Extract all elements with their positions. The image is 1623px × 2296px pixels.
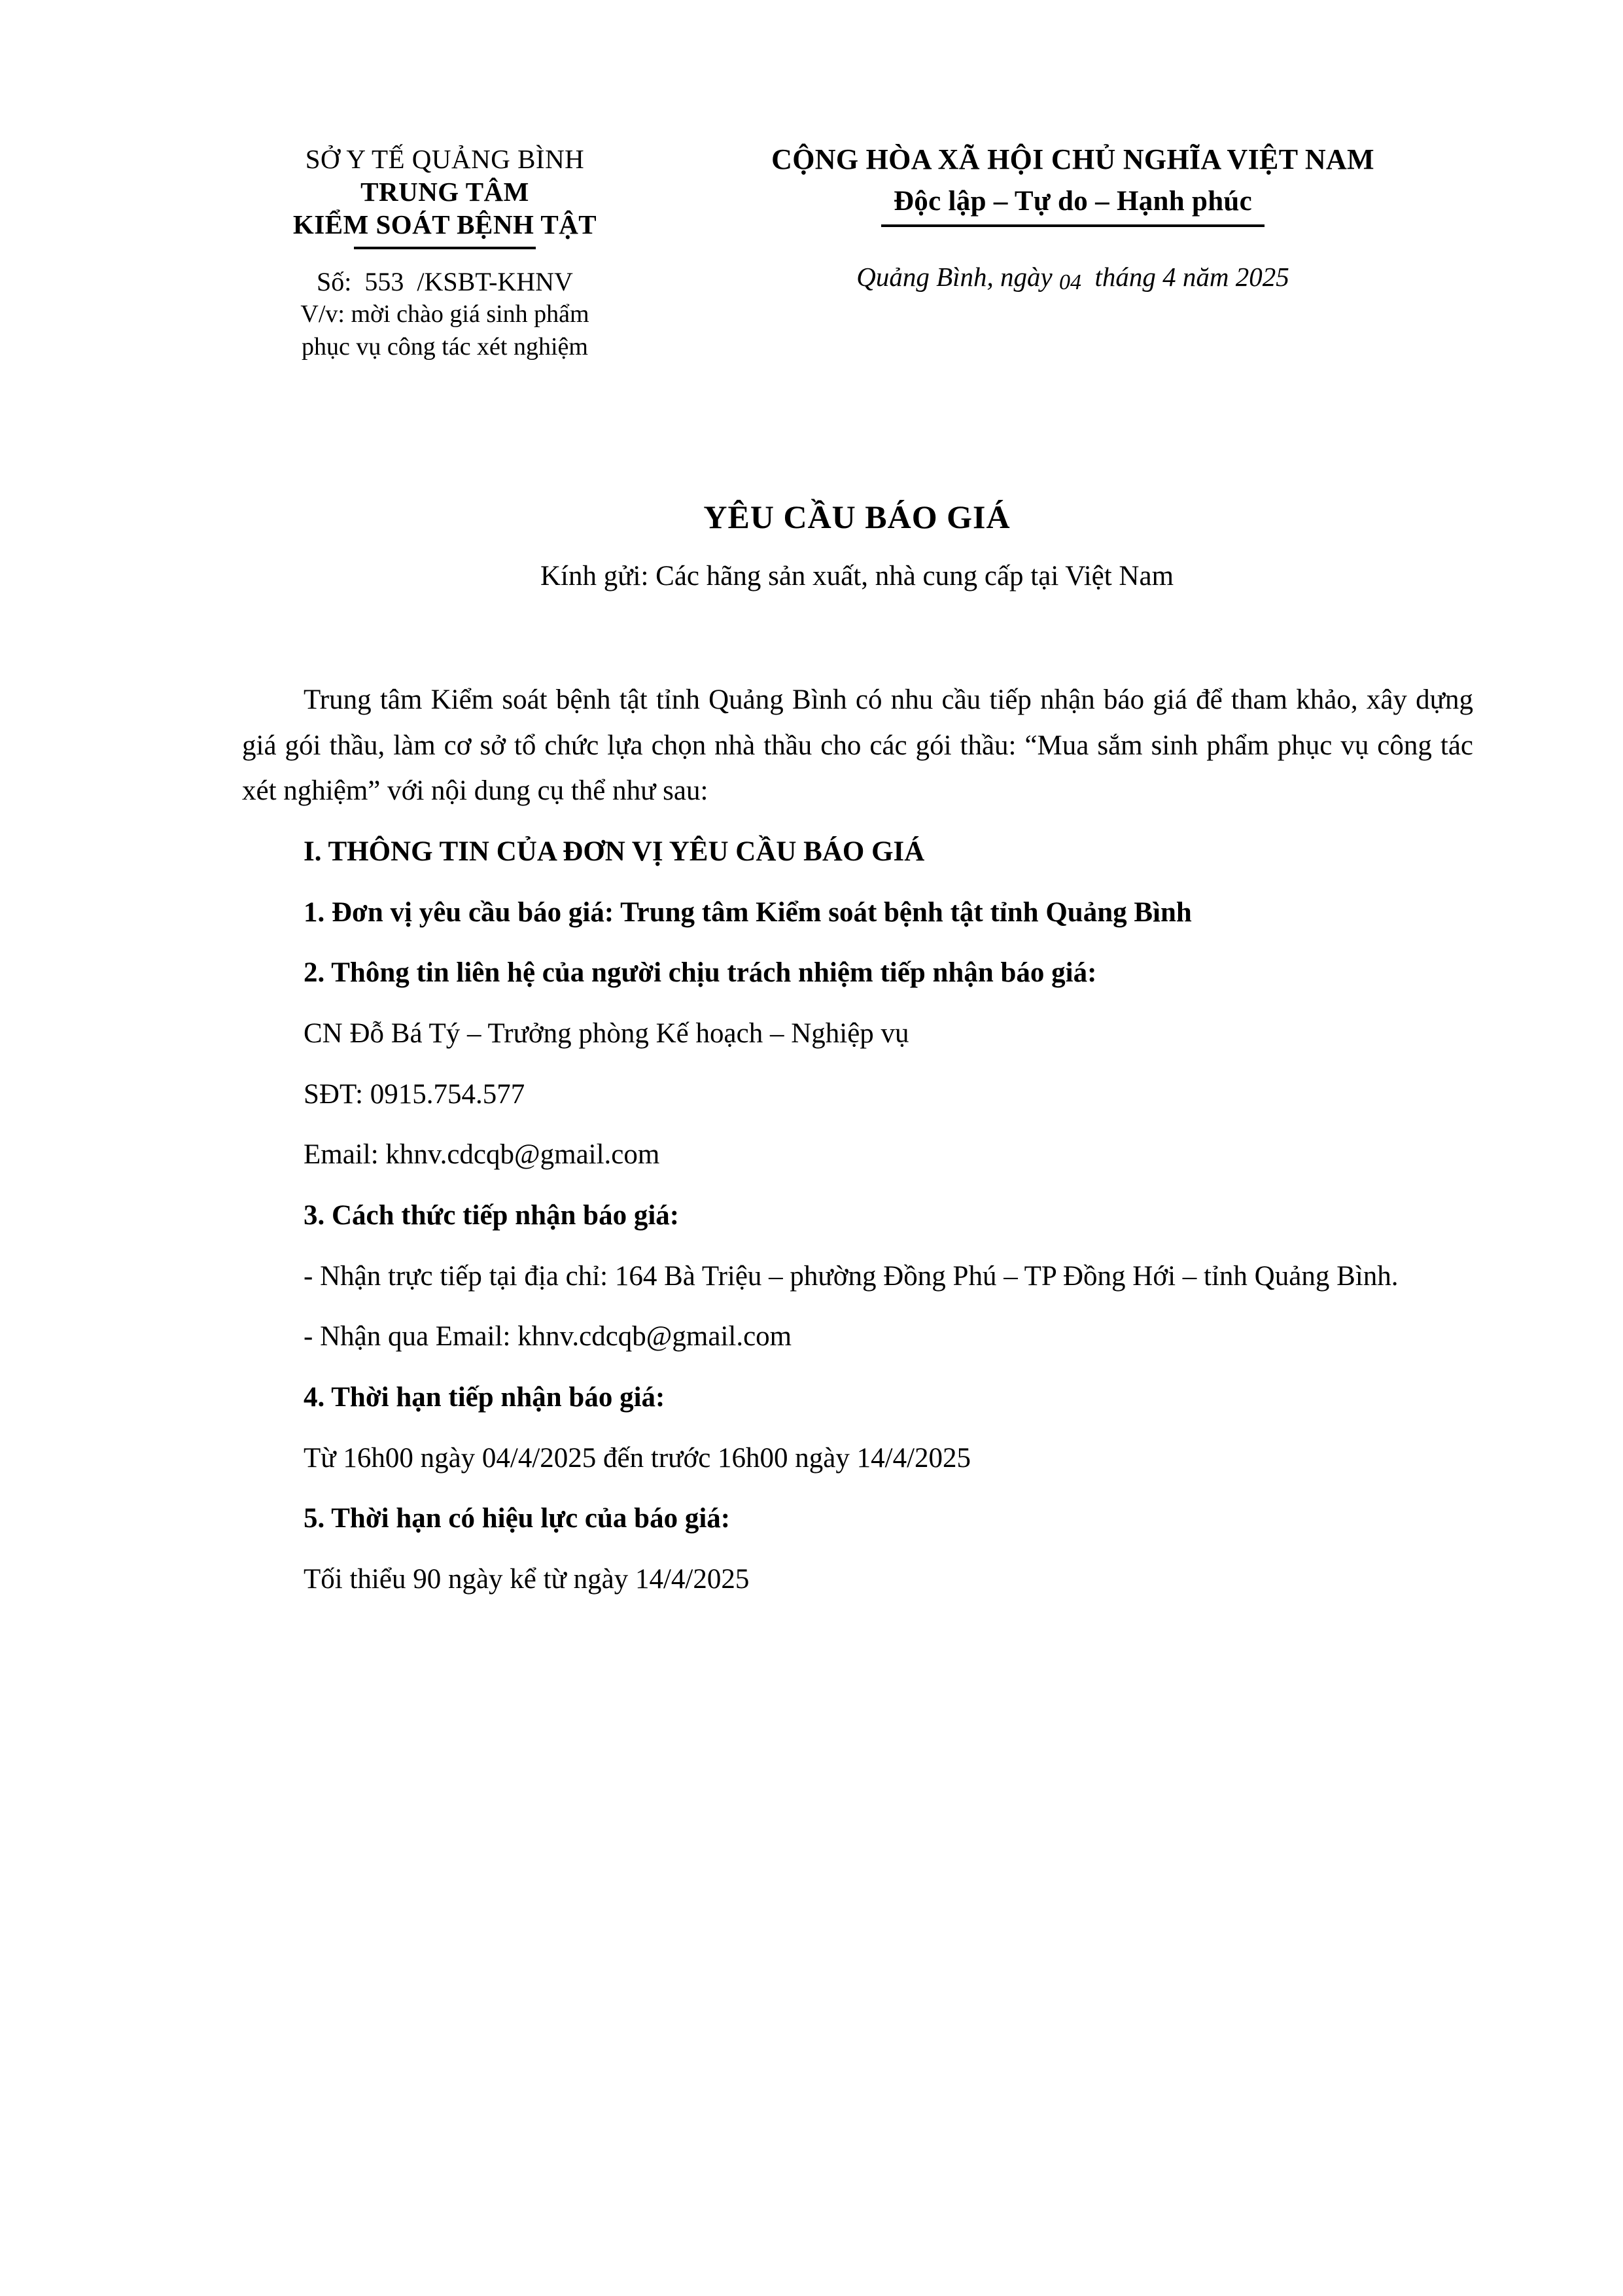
item-5-validity-heading: 5. Thời hạn có hiệu lực của báo giá: xyxy=(304,1503,731,1534)
item-4-deadline-heading: 4. Thời hạn tiếp nhận báo giá: xyxy=(304,1381,665,1413)
contact-person-name: CN Đỗ Bá Tý – Trưởng phòng Kế hoạch – Nghiệp vụ xyxy=(304,1017,909,1049)
intro-paragraph: Trung tâm Kiểm soát bệnh tật tỉnh Quảng Bình có nhu cầu tiếp nhận báo giá để tham khảo, xây dựng giá gói thầu, làm cơ sở tổ chức lựa chọn nhà thầu cho các gói thầu: “Mua sắm sinh phẩm phục vụ công tác xét nghiệm” với nội dung cụ thể như sau: xyxy=(242,684,1473,807)
document-body xyxy=(242,677,1473,1617)
organization-underline xyxy=(354,247,536,249)
document-subject-line1: V/v: mời chào giá sinh phẩm xyxy=(300,300,589,328)
title-block xyxy=(242,497,1472,594)
item-3-submission-heading: 3. Cách thức tiếp nhận báo giá: xyxy=(304,1199,680,1231)
national-title: CỘNG HÒA XÃ HỘI CHỦ NGHĨA VIỆT NAM xyxy=(771,143,1374,175)
national-heading-block xyxy=(648,143,1472,295)
date-day-value: 04 xyxy=(1059,270,1081,295)
validity-value: Tối thiểu 90 ngày kể từ ngày 14/4/2025 xyxy=(304,1563,750,1595)
place-and-date xyxy=(674,261,1472,295)
item-2-contact-heading: 2. Thông tin liên hệ của người chịu trách nhiệm tiếp nhận báo giá: xyxy=(304,957,1097,989)
document-subject-line2: phục vụ công tác xét nghiệm xyxy=(302,332,588,361)
issuing-authority-block xyxy=(242,143,648,363)
motto-underline xyxy=(881,224,1265,227)
national-motto: Độc lập – Tự do – Hạnh phúc xyxy=(893,185,1253,217)
date-suffix: tháng 4 năm 2025 xyxy=(1081,262,1289,292)
submission-in-person: - Nhận trực tiếp tại địa chỉ: 164 Bà Triệu – phường Đồng Phú – TP Đồng Hới – tỉnh Quảng Bình. xyxy=(304,1260,1399,1292)
addressee-line: Kính gửi: Các hãng sản xuất, nhà cung cấp tại Việt Nam xyxy=(540,561,1174,592)
parent-organization: SỞ Y TẾ QUẢNG BÌNH xyxy=(305,144,585,174)
contact-phone: SĐT: 0915.754.577 xyxy=(304,1078,525,1110)
letterhead xyxy=(242,143,1472,363)
document-title: YÊU CẦU BÁO GIÁ xyxy=(703,499,1011,535)
organization-name-line2: KIỂM SOÁT BỆNH TẬT xyxy=(292,209,597,240)
document-number: Số: 553 /KSBT-KHNV xyxy=(317,267,573,297)
section-heading-i: I. THÔNG TIN CỦA ĐƠN VỊ YÊU CẦU BÁO GIÁ xyxy=(304,836,925,867)
item-1-requesting-unit: 1. Đơn vị yêu cầu báo giá: Trung tâm Kiểm soát bệnh tật tỉnh Quảng Bình xyxy=(304,896,1192,928)
deadline-value: Từ 16h00 ngày 04/4/2025 đến trước 16h00 ngày 14/4/2025 xyxy=(304,1442,971,1474)
place-date-prefix: Quảng Bình, ngày xyxy=(856,262,1059,292)
organization-name-line1: TRUNG TÂM xyxy=(360,177,529,207)
contact-email: Email: khnv.cdcqb@gmail.com xyxy=(304,1139,660,1171)
submission-by-email: - Nhận qua Email: khnv.cdcqb@gmail.com xyxy=(304,1321,792,1352)
